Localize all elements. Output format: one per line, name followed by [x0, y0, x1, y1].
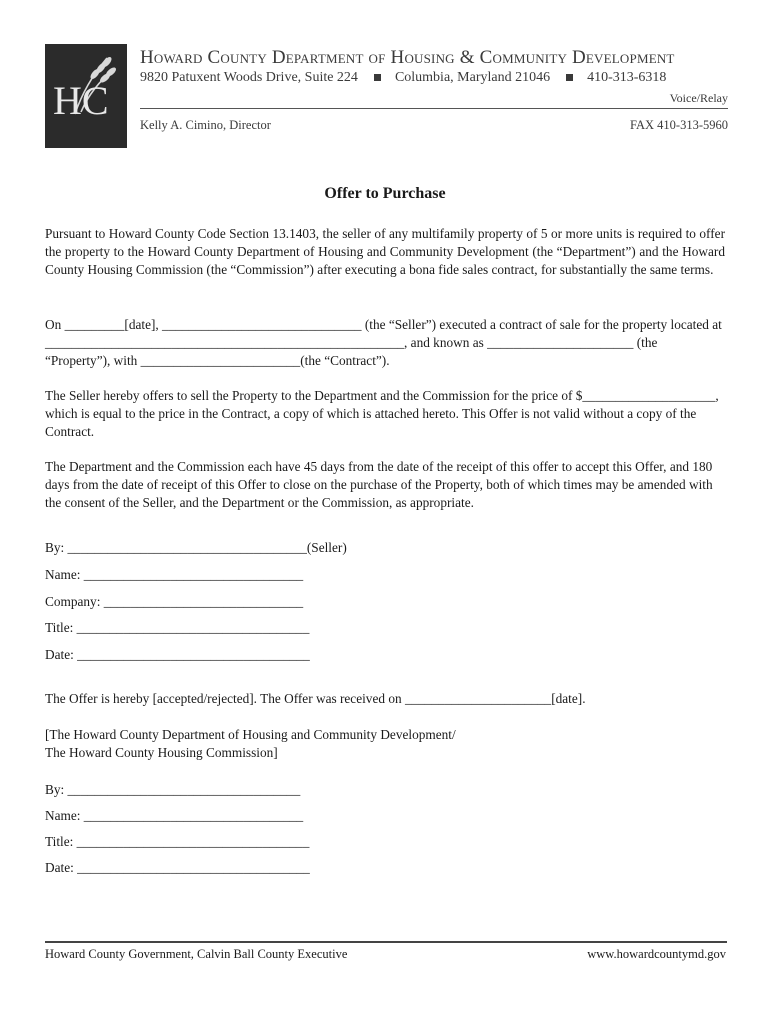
acceptance-statement: The Offer is hereby [accepted/rejected]. The Offer was received on ______________________[date]. [45, 691, 586, 706]
address-line [140, 70, 728, 86]
document-title: Offer to Purchase [324, 185, 446, 202]
footer-website-link[interactable]: www.howardcountymd.gov [587, 947, 726, 961]
buyer-title-field[interactable]: Title: ___________________________________ [45, 834, 310, 849]
city-state-zip: Columbia, Maryland 21046 [394, 70, 551, 85]
contract-paragraph: On _________[date], ______________________________ (the “Seller”) executed a contract of sale for the property located at ______________________________________________________, and known as ______________________ (the “Property”), with ________________________(the “Contract”). [45, 317, 722, 368]
buyer-by-field[interactable]: By: ___________________________________ [45, 782, 301, 797]
logo-letters: HC [53, 78, 109, 123]
buyer-name-field[interactable]: Name: _________________________________ [45, 808, 304, 823]
seller-date-field[interactable]: Date: ___________________________________ [45, 647, 310, 662]
voice-relay-label: Voice/Relay [669, 91, 728, 105]
seller-title-field[interactable]: Title: ___________________________________ [45, 620, 310, 635]
buyer-date-field[interactable]: Date: ___________________________________ [45, 860, 310, 875]
footer-divider [45, 941, 727, 943]
organization-name: Howard County Department of Housing & Community Development [140, 47, 675, 68]
street-address: 9820 Patuxent Woods Drive, Suite 224 [140, 70, 358, 85]
letterhead-divider [140, 108, 728, 109]
director-name: Kelly A. Cimino, Director [140, 118, 271, 132]
seller-company-field[interactable]: Company: ______________________________ [45, 594, 304, 609]
fax-number: FAX 410-313-5960 [629, 118, 728, 132]
hc-logo [45, 44, 127, 148]
offer-paragraph: The Seller hereby offers to sell the Property to the Department and the Commission for the price of $____________________, which is equal to the price in the Contract, a copy of which is attached hereto. This Offer is not valid without a copy of the Contract. [45, 388, 719, 439]
phone-number: 410-313-6318 [587, 70, 667, 85]
bullet-separator [374, 74, 381, 81]
seller-by-field[interactable]: By: ____________________________________(Seller) [45, 540, 347, 555]
intro-paragraph: Pursuant to Howard County Code Section 13.1403, the seller of any multifamily property of 5 or more units is required to offer the property to the Howard County Department of Housing and Community Development (the “Department”) and the Howard County Housing Commission (the “Commission”) after executing a bona fide sales contract, for substantially the same terms. [45, 226, 725, 277]
footer-county-executive: Howard County Government, Calvin Ball County Executive [45, 947, 348, 961]
buyer-heading-line2: The Howard County Housing Commission] [45, 745, 278, 760]
timing-paragraph: The Department and the Commission each have 45 days from the date of the receipt of this offer to accept this Offer, and 180 days from the date of receipt of this Offer to close on the purchase of the Property, both of which times may be amended with the consent of the Seller, and the Department or the Commission, as appropriate. [45, 459, 713, 510]
buyer-heading-line1: [The Howard County Department of Housing and Community Development/ [45, 727, 456, 742]
bullet-separator [566, 74, 573, 81]
seller-name-field[interactable]: Name: _________________________________ [45, 567, 304, 582]
